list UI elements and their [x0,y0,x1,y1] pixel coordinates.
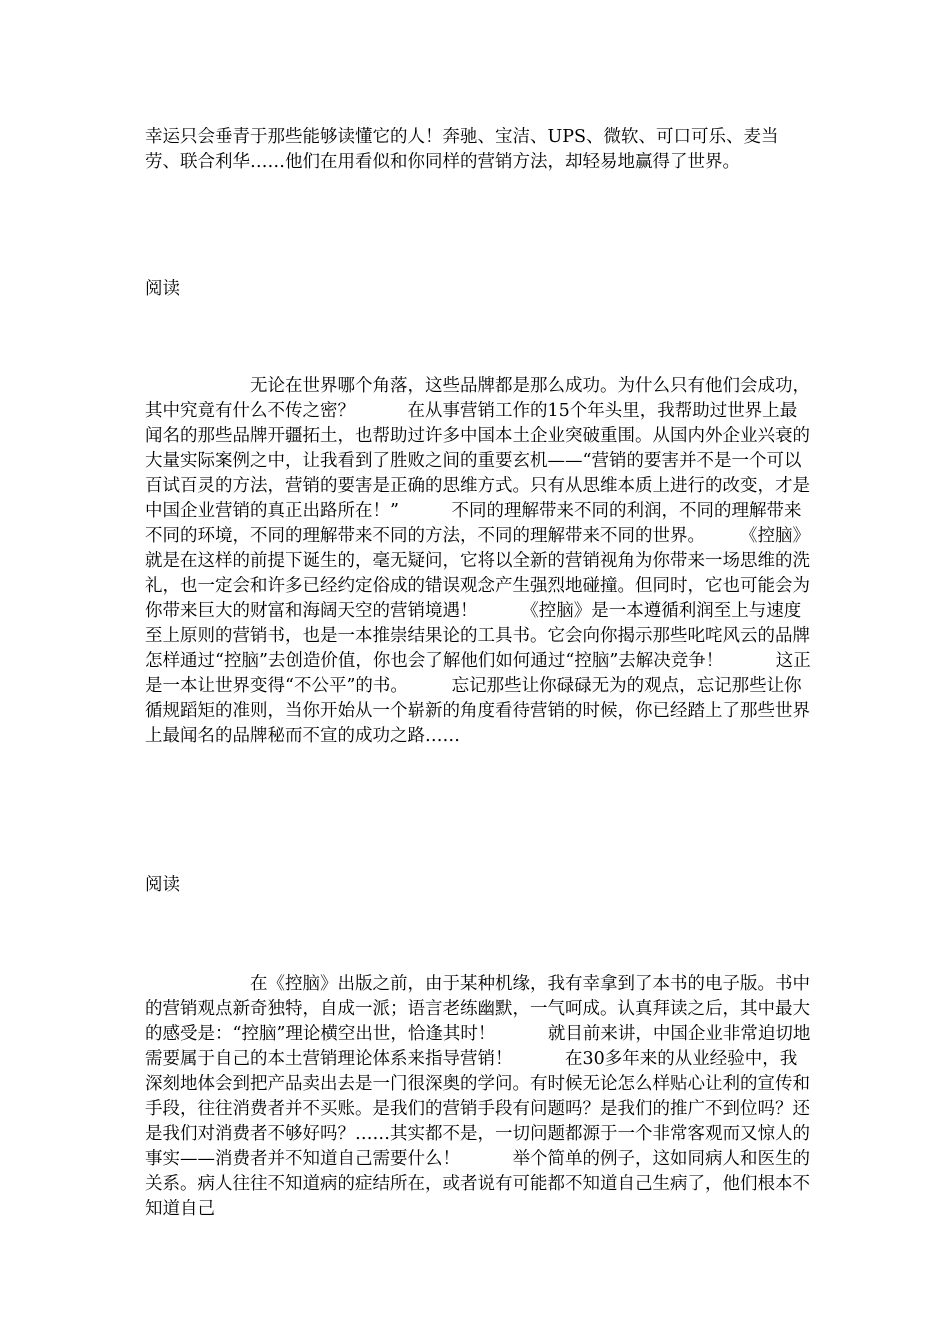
section-heading-read-1: 阅读 [145,279,180,299]
review-paragraph-2: 在《控脑》出版之前，由于某种机缘，我有幸拿到了本书的电子版。书中的营销观点新奇独特，自成一派；语言老练幽默，一气呵成。认真拜读之后，其中最大的感受是：“控脑”理论横空出世，恰逢其时！ 就目前来讲，中国企业非常迫切地需要属于自己的本土营销理论体系来指导营销！ 在30多年来的从业经验中，我深刻地体会到把产品卖出去是一门很深奥的学问。有时候无论怎么样贴心让利的宣传和手段，往往消费者并不买账。是我们的营销手段有问题吗？是我们的推广不到位吗？还是我们对消费者不够好吗？……其实都不是，一切问题都源于一个非常客观而又惊人的事实——消费者并不知道自己需要什么！ 举个简单的例子，这如同病人和医生的关系。病人往往不知道病的症结所在，或者说有可能都不知道自己生病了，他们根本不知道自己 [145,974,811,1219]
review-paragraph-1: 无论在世界哪个角落，这些品牌都是那么成功。为什么只有他们会成功，其中究竟有什么不传之密？ 在从事营销工作的15个年头里，我帮助过世界上最闻名的那些品牌开疆拓土，也帮助过许多中国本土企业突破重围。从国内外企业兴衰的大量实际案例之中，让我看到了胜败之间的重要玄机——“营销的要害并不是一个可以百试百灵的方法，营销的要害是正确的思维方式。只有从思维本质上进行的改变，才是中国企业营销的真正出路所在！” 不同的理解带来不同的利润，不同的理解带来不同的环境，不同的理解带来不同的方法，不同的理解带来不同的世界。 《控脑》就是在这样的前提下诞生的，毫无疑问，它将以全新的营销视角为你带来一场思维的洗礼，也一定会和许多已经约定俗成的错误观念产生强烈地碰撞。但同时，它也可能会为你带来巨大的财富和海阔天空的营销境遇！ 《控脑》是一本遵循利润至上与速度至上原则的营销书，也是一本推崇结果论的工具书。它会向你揭示那些叱咤风云的品牌怎样通过“控脑”去创造价值，你也会了解他们如何通过“控脑”去解决竞争！ 这正是一本让世界变得“不公平”的书。 忘记那些让你碌碌无为的观点，忘记那些让你循规蹈矩的准则，当你开始从一个崭新的角度看待营销的时候，你已经踏上了那些世界上最闻名的品牌秘而不宣的成功之路…… [145,376,811,746]
intro-paragraph: 幸运只会垂青于那些能够读懂它的人！奔驰、宝洁、UPS、微软、可口可乐、麦当劳、联合利华……他们在用看似和你同样的营销方法，却轻易地赢得了世界。 [145,127,779,172]
section-heading-read-2: 阅读 [145,875,180,895]
